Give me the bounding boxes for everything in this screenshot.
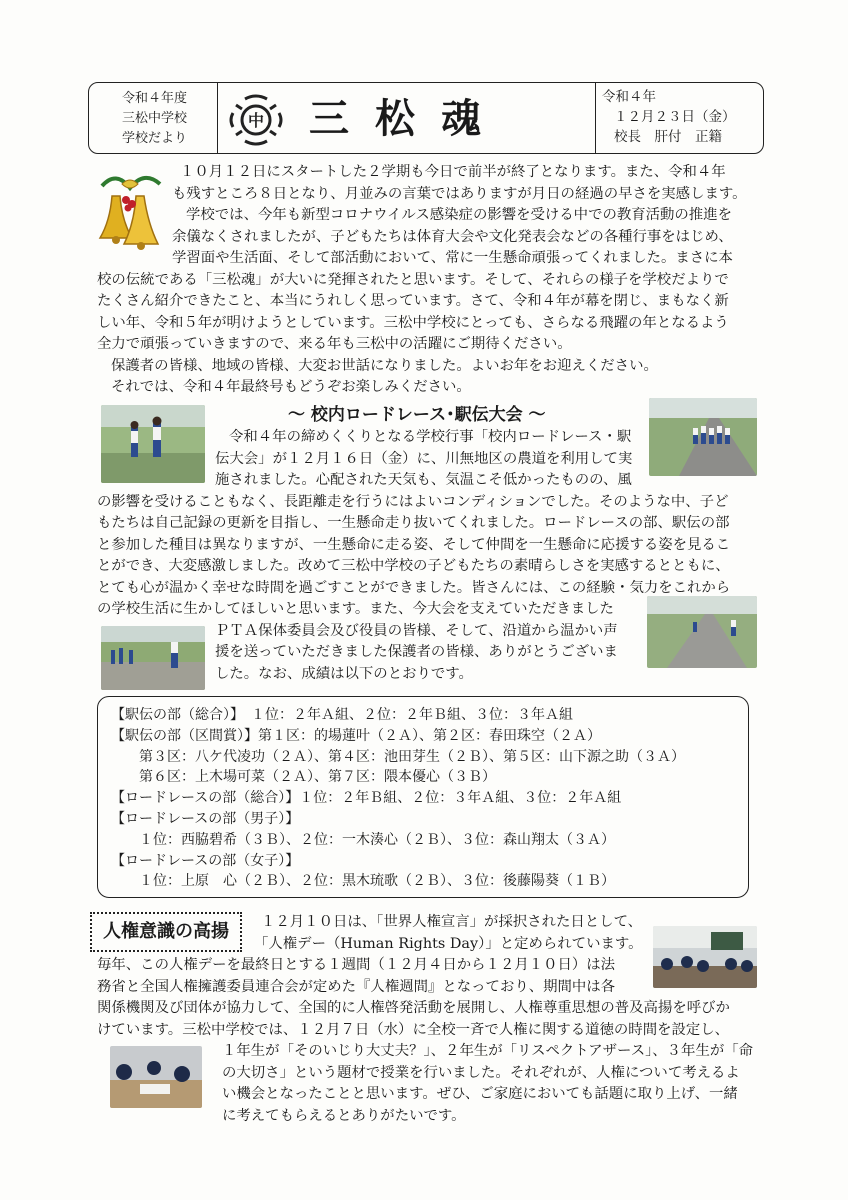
results-line: 第３区：八ケ代凌功（２Ａ）、第４区：池田芽生（２Ｂ）、第５区：山下源之助（３Ａ） bbox=[125, 748, 685, 765]
intro-line: 校の伝統である「三松魂」が大いに発揮されたと思います。そして、それらの様子を学校だよりで bbox=[97, 271, 729, 288]
race-photo bbox=[101, 626, 205, 690]
results-line: 【ロードレースの部（総合）】１位：２年Ｂ組、２位：３年Ａ組、３位：２年Ａ組 bbox=[111, 790, 622, 807]
results-line: １位：西脇碧希（３Ｂ）、２位：一木湊心（２Ｂ）、３位：森山翔太（３Ａ） bbox=[125, 831, 615, 848]
classroom-photo bbox=[653, 926, 757, 988]
fiscal-year: 令和４年度 bbox=[121, 91, 187, 106]
race-line: した。なお、成績は以下のとおりです。 bbox=[215, 665, 473, 682]
human-rights-line: い機会となったことと思います。ぜひ、ご家庭においても話題に取り上げ、一緒 bbox=[222, 1086, 738, 1102]
race-line: 施されました。心配された天気も、気温こそ低かったものの、風 bbox=[215, 472, 632, 488]
race-line: とても心が温かく幸せな時間を過ごすことができました。皆さんには、この経験・気力をこれから bbox=[97, 579, 731, 596]
intro-line: それでは、令和４年最終号もどうぞお楽しみください。 bbox=[111, 379, 471, 395]
race-line: 援を送っていただきました保護者の皆様、ありがとうございま bbox=[215, 644, 618, 660]
human-rights-line: １２月１０日は、「世界人権宣言」が採択された日として、 bbox=[261, 914, 643, 930]
issue-info bbox=[602, 87, 762, 147]
school-emblem-icon bbox=[227, 91, 285, 149]
race-line: 令和４年の締めくくりとなる学校行事「校内ロードレース・駅 bbox=[229, 429, 632, 445]
christmas-bells-icon bbox=[92, 166, 168, 256]
intro-line: 全力で頑張っていきますので、来る年も三松中の活躍にご期待ください。 bbox=[97, 336, 572, 352]
svg-text:中: 中 bbox=[247, 111, 265, 130]
race-photo bbox=[647, 596, 757, 668]
race-line: とができ、大変感激しました。改めて三松中学校の子どもたちの素晴らしさを実感するとともに、 bbox=[97, 558, 730, 574]
intro-line: しい年、令和５年が明けようとしています。三松中学校にとっても、さらなる飛躍の年となるよう bbox=[97, 314, 729, 331]
race-section-title: ～ 校内ロードレース･駅伝大会 ～ bbox=[288, 405, 546, 425]
race-line: の学校生活に生かしてほしいと思います。また、今大会を支えていただきました bbox=[97, 601, 614, 617]
issue-year: 令和４年 bbox=[602, 89, 656, 105]
race-line: ＰＴＡ保体委員会及び役員の皆様、そして、沿道から温かい声 bbox=[215, 622, 618, 639]
classroom-photo bbox=[110, 1046, 202, 1108]
human-rights-line: 務省と全国人権擁護委員連合会が定めた『人権週間』となっており、期間中は各 bbox=[97, 978, 616, 995]
human-rights-line: １年生が「そのいじり大丈夫？」、２年生が「リスペクトアザース」、３年生が「命 bbox=[222, 1043, 754, 1059]
race-photo bbox=[101, 405, 205, 483]
human-rights-line: 毎年、この人権デーを最終日とする１週間（１２月４日から１２月１０日）は法 bbox=[97, 957, 616, 973]
race-line: 伝大会」が１２月１６日（金）に、川無地区の農道を利用して実 bbox=[215, 450, 633, 467]
human-rights-title: 人権意識の高揚 bbox=[90, 912, 242, 952]
newsletter-label bbox=[97, 89, 212, 149]
newsletter-title: 三松魂 bbox=[309, 95, 507, 142]
intro-line: １０月１２日にスタートした２学期も今日で前半が終了となります。また、令和４年 bbox=[180, 164, 726, 180]
human-rights-line: 「人権デー（Human Rights Day）」と定められています。 bbox=[254, 935, 643, 952]
human-rights-line: けています。三松中学校では、１２月７日（水）に全校一斉で人権に関する道徳の時間を設定し、 bbox=[97, 1021, 730, 1038]
principal-name: 校長 肝付 正籍 bbox=[614, 129, 722, 145]
divider bbox=[595, 83, 596, 153]
newsletter-type: 学校だより bbox=[121, 131, 187, 146]
masthead-box bbox=[88, 82, 764, 154]
human-rights-line: の大切さ」という題材で授業を行いました。それぞれが、人権について考えるよ bbox=[222, 1064, 740, 1081]
human-rights-line: 関係機関及び団体が協力して、全国的に人権啓発活動を展開し、人権尊重思想の普及高揚を呼びか bbox=[97, 1000, 730, 1016]
intro-line: 余儀なくされましたが、子どもたちは体育大会や文化発表会などの各種行事をはじめ、 bbox=[172, 228, 733, 245]
results-line: 【駅伝の部（区間賞）】第１区：的場蓮叶（２Ａ）、第２区：春田珠空（２Ａ） bbox=[111, 727, 601, 744]
intro-line: 学校では、今年も新型コロナウイルス感染症の影響を受ける中での教育活動の推進を bbox=[186, 207, 732, 223]
race-line: と参加した種目は異なりますが、一生懸命に走る姿、そして仲間を一生懸命に応援する姿を見るこ bbox=[97, 536, 731, 553]
intro-line: 学習面や生活面、そして部活動において、常に一生懸命頑張ってくれました。まさに本 bbox=[172, 250, 733, 266]
results-line: 第６区：上木場可菜（２Ａ）、第７区：隈本優心（３Ｂ） bbox=[125, 769, 496, 786]
results-line: １位：上原 心（２Ｂ）、２位：黒木琉歌（２Ｂ）、３位：後藤陽葵（１Ｂ） bbox=[125, 873, 615, 890]
intro-line: 保護者の皆様、地域の皆様、大変お世話になりました。よいお年をお迎えください。 bbox=[111, 357, 658, 374]
intro-line: たくさん紹介できたこと、本当にうれしく思っています。さて、令和４年が幕を閉じ、まもなく新 bbox=[97, 293, 729, 309]
race-line: もたちは自己記録の更新を目指し、一生懸命走り抜いてくれました。ロードレースの部、駅伝の部 bbox=[97, 515, 730, 531]
school-name: 三松中学校 bbox=[121, 111, 187, 126]
results-line: 【駅伝の部（総合）】 １位：２年Ａ組、２位：２年Ｂ組、３位：３年Ａ組 bbox=[111, 707, 573, 723]
divider bbox=[217, 83, 218, 153]
race-photo bbox=[649, 398, 757, 476]
results-line: 【ロードレースの部（女子）】 bbox=[111, 852, 300, 869]
human-rights-line: に考えてもらえるとありがたいです。 bbox=[222, 1107, 466, 1124]
issue-date: １２月２３日（金） bbox=[614, 109, 736, 125]
results-line: 【ロードレースの部（男子）】 bbox=[111, 811, 300, 827]
intro-line: も残すところ８日となり、月並みの言葉ではありますが月日の経過の早さを実感します。 bbox=[172, 185, 747, 202]
race-line: の影響を受けることもなく、長距離走を行うにはよいコンディションでした。そのような中、子ど bbox=[97, 493, 729, 510]
